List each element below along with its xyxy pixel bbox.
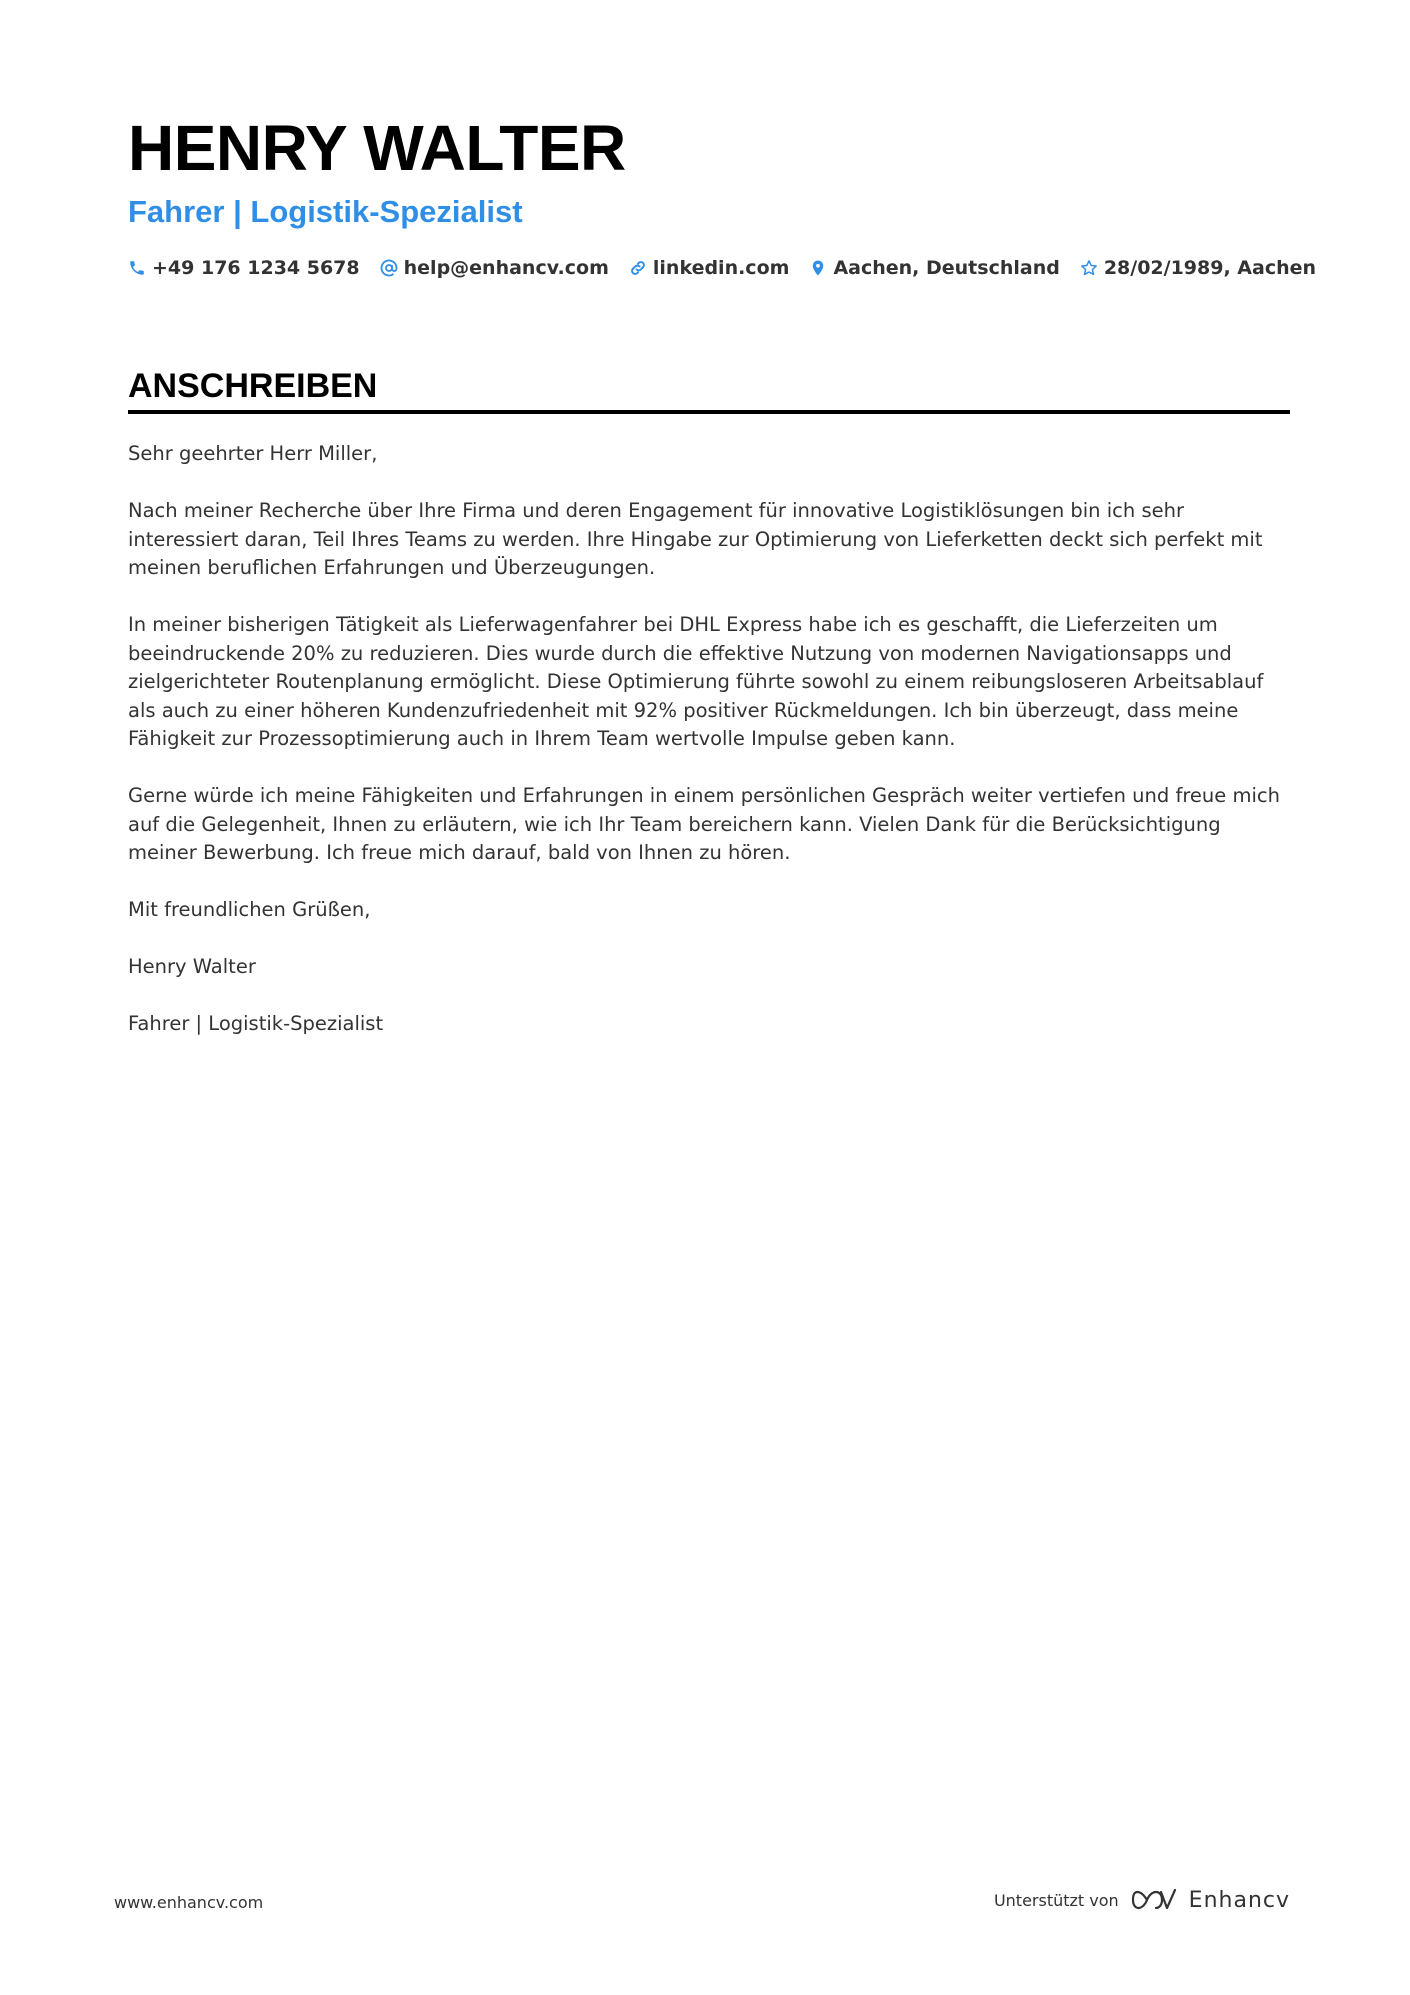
contact-email-text: help@enhancv.com [403,257,609,279]
footer-powered-by [994,1887,1290,1913]
signature-name: Henry Walter [128,955,256,978]
section-divider [128,410,1290,414]
applicant-title: Fahrer | Logistik-Spezialist [128,194,523,229]
applicant-name: HENRY WALTER [128,112,626,184]
letter-paragraph: In meiner bisherigen Tätigkeit als Lieferwagenfahrer bei DHL Express habe ich es geschafft, die Lieferzeiten um beeindruckende 20% zu reduzieren. Dies wurde durch die effektive Nutzung von modernen Navigationsapps und zielgerichteter Routenplanung ermöglicht. Diese Optimierung führte sowohl zu einem reibungsloseren Arbeitsablauf als auch zu einer höheren Kundenzufriedenheit mit 92% positiver Rückmeldungen. Ich bin überzeugt, dass meine Fähigkeit zur Prozessoptimierung auch in Ihrem Team wertvolle Impulse geben kann. [128,613,1264,750]
letter-body [128,440,1290,1067]
contact-birth-text: 28/02/1989, Aachen [1103,257,1317,279]
contact-location-text: Aachen, Deutschland [833,257,1060,279]
enhancv-logo-icon [1131,1887,1177,1913]
contact-email[interactable] [380,257,609,279]
contact-location [809,257,1059,279]
contact-bar [128,253,1316,283]
letter-salutation: Sehr geehrter Herr Miller, [128,442,378,465]
letter-paragraph: Gerne würde ich meine Fähigkeiten und Erfahrungen in einem persönlichen Gespräch weiter vertiefen und freue mich auf die Gelegenheit, Ihnen zu erläutern, wie ich Ihr Team bereichern kann. Vielen Dank für die Berücksichtigung meiner Bewerbung. Ich freue mich darauf, bald von Ihnen zu hören. [128,784,1280,864]
letter-paragraph: Nach meiner Recherche über Ihre Firma und deren Engagement für innovative Logistiklösungen bin ich sehr interessiert daran, Teil Ihres Teams zu werden. Ihre Hingabe zur Optimierung von Lieferketten deckt sich perfekt mit meinen beruflichen Erfahrungen und Überzeugungen. [128,499,1263,579]
letter-closing: Mit freundlichen Grüßen, [128,898,371,921]
section-title: ANSCHREIBEN [128,367,378,405]
phone-icon [128,259,146,277]
location-pin-icon [809,259,827,277]
signature-title: Fahrer | Logistik-Spezialist [128,1012,384,1035]
enhancv-brand-name: Enhancv [1188,1887,1290,1913]
contact-birth [1080,257,1316,279]
star-icon [1080,259,1098,277]
contact-linkedin-text: linkedin.com [652,257,790,279]
contact-phone-text: +49 176 1234 5678 [152,257,360,279]
enhancv-logo[interactable] [1131,1887,1290,1913]
powered-by-label: Unterstützt von [993,1890,1119,1910]
at-icon [380,259,398,277]
footer-url[interactable]: www.enhancv.com [114,1893,264,1912]
contact-linkedin[interactable] [629,257,790,279]
link-icon [629,259,647,277]
contact-phone[interactable] [128,257,360,279]
